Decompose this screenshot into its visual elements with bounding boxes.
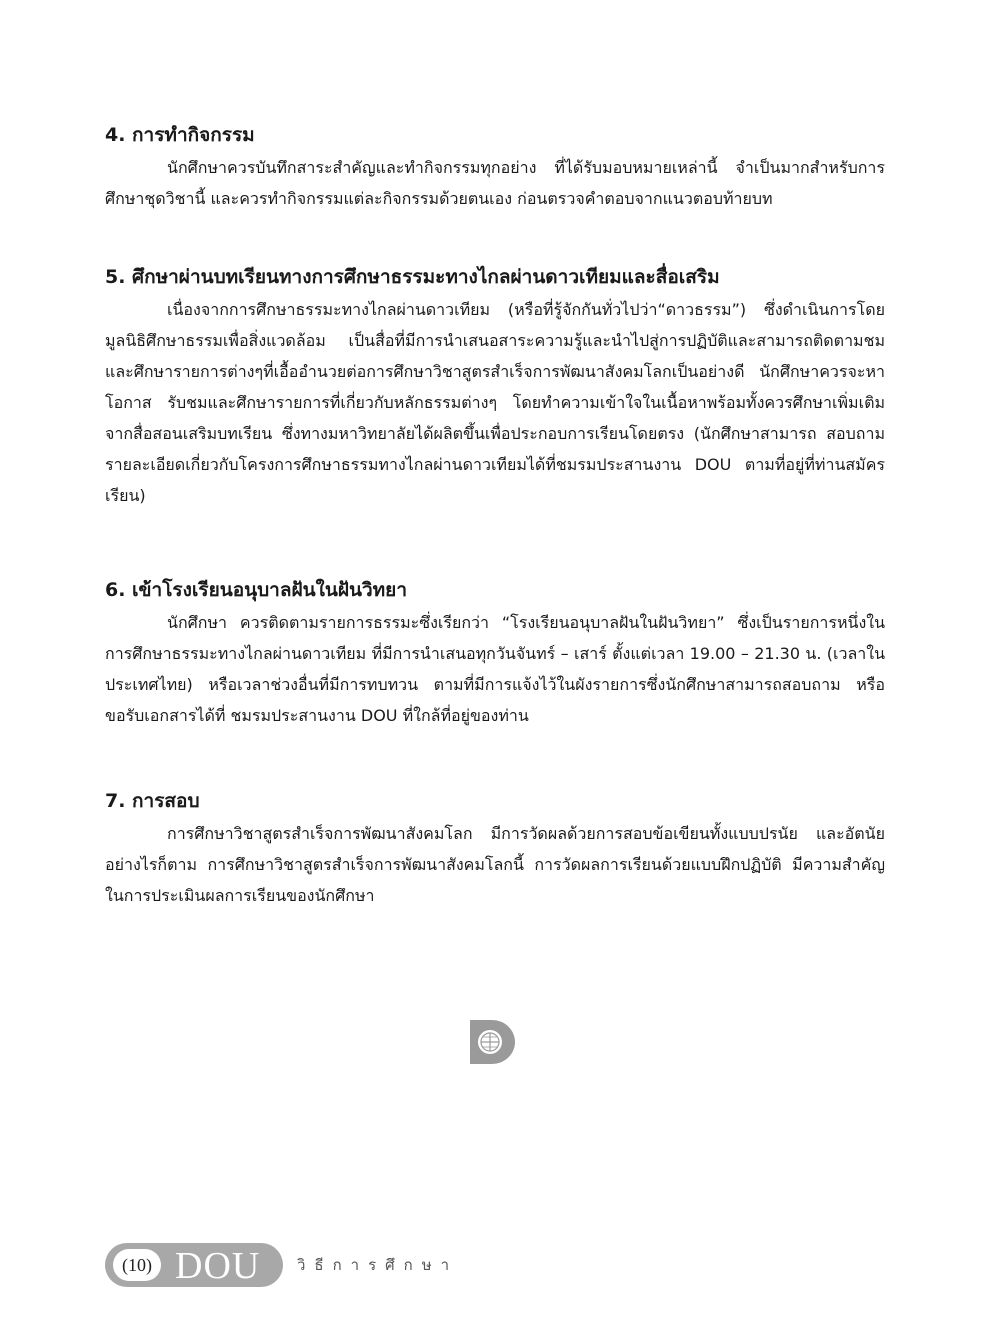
section-heading: 7. การสอบ bbox=[105, 790, 200, 812]
section-body: นักศึกษาควรบันทึกสาระสำคัญและทำกิจกรรมทุกอย่าง ที่ได้รับมอบหมายเหล่านี้ จำเป็นมากสำหรับการศึกษาชุดวิชานี้ และควรทำกิจกรรมแต่ละกิจกรรมด้วยตนเอง ก่อนตรวจคำตอบจากแนวตอบท้ายบท bbox=[105, 158, 885, 208]
section-heading: 5. ศึกษาผ่านบทเรียนทางการศึกษาธรรมะทางไกลผ่านดาวเทียมและสื่อเสริม bbox=[105, 266, 720, 288]
section-satellite-study bbox=[105, 264, 885, 511]
page-footer bbox=[105, 1243, 605, 1287]
section-exam bbox=[105, 788, 885, 911]
section-body: การศึกษาวิชาสูตรสำเร็จการพัฒนาสังคมโลก มีการวัดผลด้วยการสอบข้อเขียนทั้งแบบปรนัย และอัตนัย อย่างไรก็ตาม การศึกษาวิชาสูตรสำเร็จการพัฒนาสังคมโลกนี้ การวัดผลการเรียนด้วยแบบฝึกปฏิบัติ มีความสำคัญในการประเมินผลการเรียนของนักศึกษา bbox=[105, 824, 885, 905]
footer-title: วิธีการศึกษา bbox=[297, 1256, 459, 1274]
footer-brand: DOU bbox=[175, 1245, 261, 1287]
section-heading: 4. การทำกิจกรรม bbox=[105, 124, 255, 146]
section-activities bbox=[105, 122, 885, 214]
section-kindergarten bbox=[105, 577, 885, 731]
footer-badge bbox=[105, 1243, 283, 1287]
section-heading: 6. เข้าโรงเรียนอนุบาลฝันในฝันวิทยา bbox=[105, 579, 407, 601]
page-number: (10) bbox=[113, 1249, 161, 1281]
section-body: นักศึกษา ควรติดตามรายการธรรมะซึ่งเรียกว่า “โรงเรียนอนุบาลฝันในฝันวิทยา” ซึ่งเป็นรายการหนึ่งในการศึกษาธรรมะทางไกลผ่านดาวเทียม ที่มีการนำเสนอทุกวันจันทร์ – เสาร์ ตั้งแต่เวลา 19.00 – 21.30 น. (เวลาในประเทศไทย) หรือเวลาช่วงอื่นที่มีการทบทวน ตามที่มีการแจ้งไว้ในผังรายการซึ่งนักศึกษาสามารถสอบถาม หรือ ขอรับเอกสารได้ที่ ชมรมประสานงาน DOU ที่ใกล้ที่อยู่ของท่าน bbox=[105, 613, 885, 725]
dou-logo-icon bbox=[468, 1018, 518, 1066]
section-body: เนื่องจากการศึกษาธรรมะทางไกลผ่านดาวเทียม (หรือที่รู้จักกันทั่วไปว่า“ดาวธรรม”) ซึ่งดำเนินการโดยมูลนิธิศึกษาธรรมเพื่อสิ่งแวดล้อม เป็นสื่อที่มีการนำเสนอสาระความรู้และนำไปสู่การปฏิบัติและสามารถติดตามชมและศึกษารายการต่างๆที่เอื้ออำนวยต่อการศึกษาวิชาสูตรสำเร็จการพัฒนาสังคมโลกเป็นอย่างดี นักศึกษาควรจะหาโอกาส รับชมและศึกษารายการที่เกี่ยวกับหลักธรรมต่างๆ โดยทำความเข้าใจในเนื้อหาพร้อมทั้งควรศึกษาเพิ่มเติม จากสื่อสอนเสริมบทเรียน ซึ่งทางมหาวิทยาลัยได้ผลิตขึ้นเพื่อประกอบการเรียนโดยตรง (นักศึกษาสามารถ สอบถามรายละเอียดเกี่ยวกับโครงการศึกษาธรรมทางไกลผ่านดาวเทียมได้ที่ชมรมประสานงาน DOU ตามที่อยู่ที่ท่านสมัครเรียน) bbox=[105, 300, 885, 505]
